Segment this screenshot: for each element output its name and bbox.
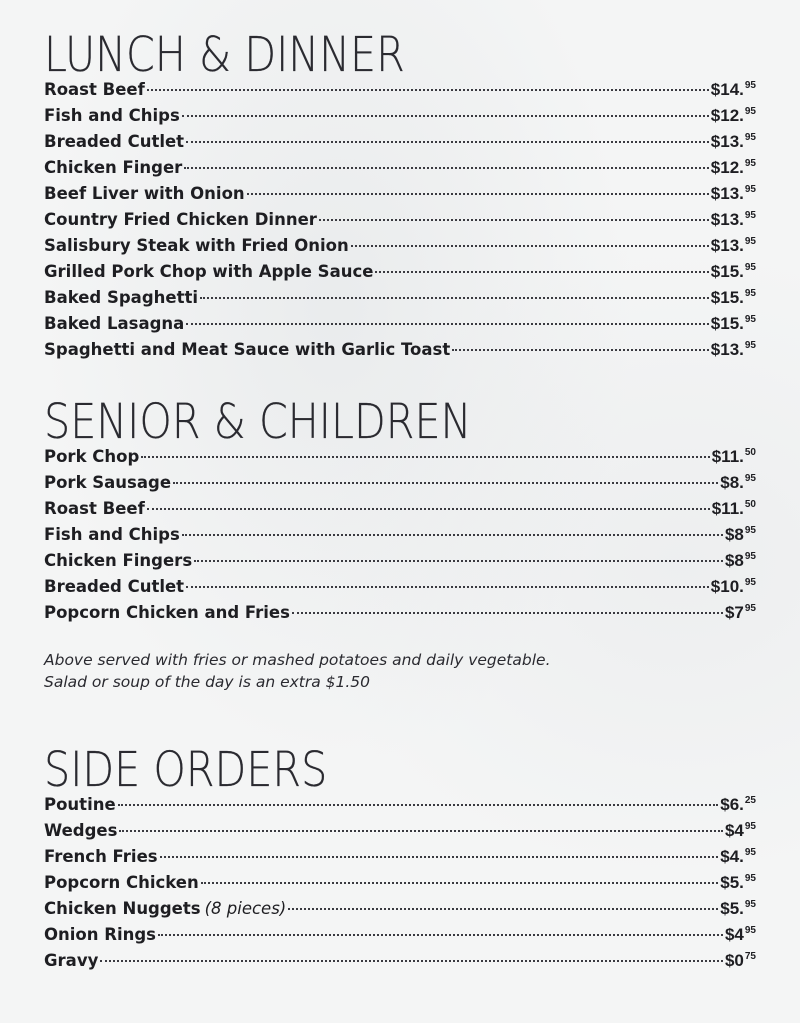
- dot-leader: [186, 323, 708, 325]
- price-cents: 95: [744, 132, 756, 143]
- dot-leader: [288, 908, 718, 910]
- price-dollars: $15.: [710, 262, 744, 281]
- price-cents: 95: [744, 288, 756, 299]
- price-cents: 95: [744, 603, 756, 614]
- price-dollars: $15.: [710, 314, 744, 333]
- dot-leader: [452, 349, 709, 351]
- price-cents: 95: [744, 184, 756, 195]
- dot-leader: [141, 456, 709, 458]
- price-cents: 95: [744, 925, 756, 936]
- item-name: Popcorn Chicken: [44, 873, 199, 892]
- item-price: [720, 473, 756, 493]
- item-price: [725, 925, 756, 945]
- item-price: [720, 873, 756, 893]
- item-name: Chicken Finger: [44, 158, 183, 177]
- item-name: Pork Sausage: [44, 473, 172, 492]
- dot-leader: [186, 586, 709, 588]
- item-price: [711, 577, 756, 597]
- item-price: [711, 262, 756, 282]
- price-dollars: $13.: [710, 210, 744, 229]
- price-cents: 95: [744, 158, 756, 169]
- price-dollars: $13.: [710, 236, 744, 255]
- dot-leader: [119, 830, 723, 832]
- menu-item: [44, 236, 756, 262]
- dot-leader: [158, 934, 723, 936]
- price-cents: 50: [744, 499, 756, 510]
- menu-item: [44, 340, 756, 366]
- item-price: [711, 314, 756, 334]
- item-name: Chicken Nuggets: [44, 899, 201, 918]
- price-cents: 95: [744, 340, 756, 351]
- note-line: Above served with fries or mashed potatoes and daily vegetable.: [44, 651, 551, 669]
- price-cents: 95: [744, 473, 756, 484]
- price-dollars: $4: [724, 925, 744, 944]
- price-dollars: $6.: [720, 795, 744, 814]
- price-dollars: $13.: [710, 340, 744, 359]
- dot-leader: [100, 960, 723, 962]
- item-name: Country Fried Chicken Dinner: [44, 210, 317, 229]
- note-line: Salad or soup of the day is an extra $1.50: [44, 673, 371, 691]
- price-dollars: $8.: [720, 473, 744, 492]
- item-name: Beef Liver with Onion: [44, 184, 245, 203]
- dot-leader: [186, 141, 709, 143]
- item-price: [711, 210, 756, 230]
- dot-leader: [247, 193, 709, 195]
- item-name: Wedges: [44, 821, 118, 840]
- item-name: Baked Lasagna: [44, 314, 185, 333]
- section-senior-children: [44, 394, 756, 697]
- price-cents: 50: [744, 447, 756, 458]
- price-dollars: $13.: [710, 184, 744, 203]
- dot-leader: [200, 297, 709, 299]
- item-price: [711, 184, 756, 204]
- item-price: [725, 525, 756, 545]
- item-price: [711, 288, 756, 308]
- price-cents: 95: [744, 236, 756, 247]
- menu-item: [44, 847, 756, 873]
- menu-item: [44, 873, 756, 899]
- item-name: French Fries: [44, 847, 158, 866]
- dot-leader: [147, 89, 709, 91]
- price-cents: 95: [744, 847, 756, 858]
- item-name: Onion Rings: [44, 925, 156, 944]
- dot-leader: [182, 534, 723, 536]
- item-price: [720, 795, 756, 815]
- item-name: Baked Spaghetti: [44, 288, 198, 307]
- dot-leader: [182, 115, 709, 117]
- section-heading: LUNCH & DINNER: [44, 27, 405, 83]
- item-price: [725, 951, 756, 971]
- item-name: Spaghetti and Meat Sauce with Garlic Toast: [44, 340, 451, 359]
- price-cents: 75: [744, 951, 756, 962]
- dot-leader: [173, 482, 718, 484]
- menu-item: [44, 525, 756, 551]
- item-name: Chicken Fingers: [44, 551, 193, 570]
- price-dollars: $4: [724, 821, 744, 840]
- price-dollars: $5.: [720, 873, 744, 892]
- menu-item: [44, 551, 756, 577]
- dot-leader: [351, 245, 709, 247]
- price-cents: 95: [744, 106, 756, 117]
- dot-leader: [184, 167, 708, 169]
- item-name: Roast Beef: [44, 499, 145, 518]
- price-cents: 95: [744, 551, 756, 562]
- menu-item: [44, 132, 756, 158]
- dot-leader: [201, 882, 718, 884]
- price-cents: 95: [744, 80, 756, 91]
- menu-item: [44, 899, 756, 925]
- item-price: [711, 236, 756, 256]
- price-dollars: $15.: [710, 288, 744, 307]
- menu-item: [44, 473, 756, 499]
- section-heading: SENIOR & CHILDREN: [44, 394, 472, 450]
- price-dollars: $10.: [710, 577, 744, 596]
- menu-item: [44, 925, 756, 951]
- dot-leader: [292, 612, 723, 614]
- menu-item: [44, 184, 756, 210]
- dot-leader: [118, 804, 719, 806]
- price-cents: 95: [744, 525, 756, 536]
- price-cents: 95: [744, 262, 756, 273]
- item-price: [725, 821, 756, 841]
- price-cents: 95: [744, 821, 756, 832]
- price-dollars: $8: [724, 525, 744, 544]
- item-name: Gravy: [44, 951, 99, 970]
- price-dollars: $0: [724, 951, 744, 970]
- item-price: [711, 158, 756, 178]
- menu-item: [44, 314, 756, 340]
- item-price: [711, 80, 756, 100]
- dot-leader: [160, 856, 719, 858]
- menu-item: [44, 262, 756, 288]
- section-heading: SIDE ORDERS: [44, 742, 328, 798]
- item-price: [720, 899, 756, 919]
- section-side-orders: [44, 742, 756, 1005]
- price-dollars: $11.: [711, 447, 744, 466]
- item-price: [711, 106, 756, 126]
- item-name: Pork Chop: [44, 447, 140, 466]
- menu-item: [44, 210, 756, 236]
- dot-leader: [375, 271, 708, 273]
- dot-leader: [194, 560, 723, 562]
- price-dollars: $12.: [710, 106, 744, 125]
- item-price: [711, 340, 756, 360]
- item-name: Grilled Pork Chop with Apple Sauce: [44, 262, 374, 281]
- price-cents: 25: [744, 795, 756, 806]
- item-price: [725, 603, 756, 623]
- item-name: Breaded Cutlet: [44, 132, 185, 151]
- item-name: Roast Beef: [44, 80, 145, 99]
- price-cents: 95: [744, 314, 756, 325]
- menu-item: [44, 158, 756, 184]
- price-dollars: $13.: [710, 132, 744, 151]
- section-lunch-dinner: [44, 27, 756, 370]
- menu-item: [44, 603, 756, 629]
- item-price: [711, 132, 756, 152]
- menu-item: [44, 499, 756, 525]
- menu-item: [44, 106, 756, 132]
- item-qualifier: (8 pieces): [204, 899, 287, 918]
- price-dollars: $4.: [720, 847, 744, 866]
- price-cents: 95: [744, 210, 756, 221]
- menu-item: [44, 577, 756, 603]
- item-price: [712, 447, 756, 467]
- price-dollars: $12.: [710, 158, 744, 177]
- item-name: Poutine: [44, 795, 116, 814]
- item-name: Fish and Chips: [44, 106, 180, 125]
- price-cents: 95: [744, 873, 756, 884]
- menu-item: [44, 951, 756, 977]
- menu-item: [44, 80, 756, 106]
- price-dollars: $14.: [710, 80, 744, 99]
- menu-item: [44, 795, 756, 821]
- menu-item: [44, 821, 756, 847]
- item-name: Fish and Chips: [44, 525, 180, 544]
- item-price: [712, 499, 756, 519]
- menu-item: [44, 288, 756, 314]
- price-dollars: $11.: [711, 499, 744, 518]
- serving-note: [44, 649, 551, 693]
- price-cents: 95: [744, 577, 756, 588]
- price-dollars: $5.: [720, 899, 744, 918]
- price-cents: 95: [744, 899, 756, 910]
- price-dollars: $7: [724, 603, 744, 622]
- item-price: [725, 551, 756, 571]
- item-name: Salisbury Steak with Fried Onion: [44, 236, 349, 255]
- menu-item: [44, 447, 756, 473]
- dot-leader: [147, 508, 710, 510]
- item-name: Breaded Cutlet: [44, 577, 185, 596]
- price-dollars: $8: [724, 551, 744, 570]
- item-price: [720, 847, 756, 867]
- item-name: Popcorn Chicken and Fries: [44, 603, 290, 622]
- dot-leader: [319, 219, 709, 221]
